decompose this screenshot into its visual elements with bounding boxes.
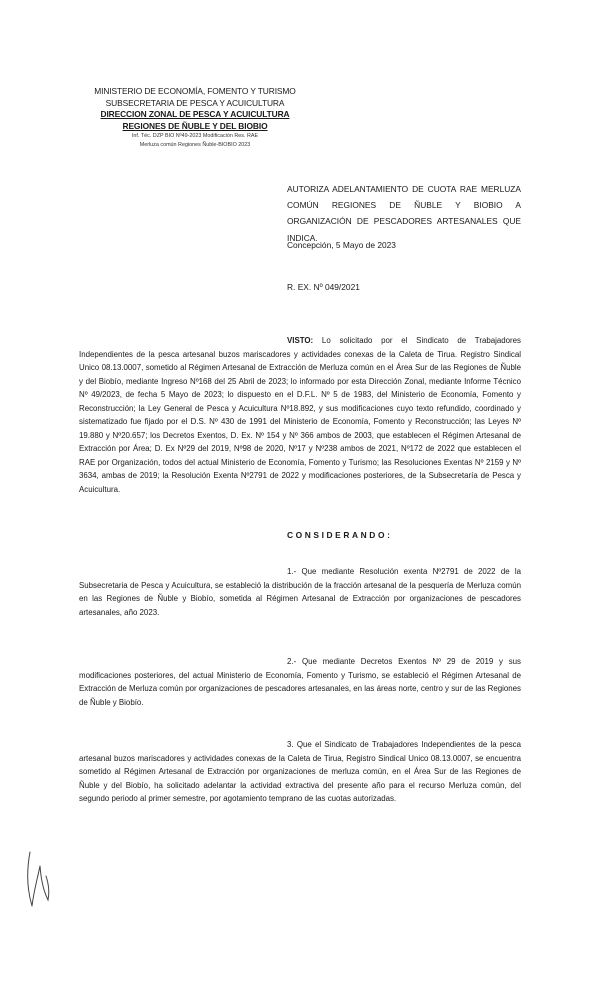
visto-text: Lo solicitado por el Sindicato de Trabajadores Independientes de la pesca artesanal buzos mariscadores y actividades conexas de la Caleta de Tirua. Registro Sindical Unico 08.13.0007, sometido al Régimen Artesanal de Extracción de Merluza común en el Área Sur de las Regiones de Ñuble y del Biobío, mediante Ingreso Nº168 del 25 Abril de 2023; lo informado por esta Dirección Zonal, mediante Informe Técnico Nº 49/2023, de fecha 5 Mayo de 2023; lo dispuesto en el D.F.L. Nº 5 de 1983, del Ministerio de Economía, Fomento y Reconstrucción; la Ley General de Pesca y Acuicultura Nº18.892, y sus modificaciones cuyo texto refundido, coordinado y sistematizado fue fijado por el D.S. Nº 430 de 1991 del Ministerio de Economía, Fomento y Reconstrucción; las Leyes Nº 19.880 y Nº20.657; los Decretos Exentos, D. Ex. Nº 154 y Nº 366 ambos de 2003, que establecen el Régimen Artesanal de Extracción por Área; D. Ex Nº29 del 2019, Nº98 de 2020, Nº17 y Nº238 ambos de 2021, Nº172 de 2022 que establecen el RAE por Organización, todos del actual Ministerio de Economía, Fomento y Turismo; las Resoluciones Exentas Nº 2159 y Nº 3634, ambas de 2019; la Resolución Exenta Nº2791 de 2022 y modificaciones posteriores, de la Subsecretaría de Pesca y Acuicultura. (79, 336, 521, 495)
signature-mark (18, 846, 58, 916)
resolution-title: AUTORIZA ADELANTAMIENTO DE CUOTA RAE MERLUZA COMÚN REGIONES DE ÑUBLE Y BIOBIO A ORGANIZACIÓN DE PESCADORES ARTESANALES QUE INDICA. (287, 184, 521, 243)
place-date: Concepción, 5 Mayo de 2023 (287, 240, 396, 250)
subsecretariat-name: SUBSECRETARIA DE PESCA Y ACUICULTURA (105, 97, 285, 108)
ministry-name: MINISTERIO DE ECONOMÍA, FOMENTO Y TURISMO (94, 86, 296, 96)
visto-paragraph (79, 334, 521, 497)
regions-name: REGIONES DE ÑUBLE Y DEL BIOBIO (122, 120, 268, 131)
reference-line-2: Merluza común Regiones Ñuble-BIOBIO 2023 (139, 141, 251, 148)
reference-line-1: Inf. Téc. DZP BIO Nº49-2023 Modificación Res. RAE (131, 133, 259, 140)
letterhead (80, 86, 310, 150)
zonal-direction-name: DIRECCION ZONAL DE PESCA Y ACUICULTURA (100, 109, 290, 120)
considerando-2: 2.- Que mediante Decretos Exentos Nº 29 de 2019 y sus modificaciones posteriores, del actual Ministerio de Economía, Fomento y Turismo, se estableció el Régimen Artesanal de Extracción de Merluza común por organizaciones de pescadores artesanales, en las áreas norte, centro y sur de las Regiones de Ñuble y Biobío. (79, 657, 521, 707)
resolution-number: R. EX. Nº 049/2021 (287, 282, 360, 292)
considerando-3: 3. Que el Sindicato de Trabajadores Independientes de la pesca artesanal buzos mariscadores y actividades conexas de la Caleta de Tirua, Registro Sindical Unico 08.13.0007, se encuentra sometido al Régimen Artesanal de Extracción por organizaciones de merluza común, en el Área Sur de las Regiones de Ñuble y del Biobío, ha solicitado adelantar la actividad extractiva del presente año para el recurso Merluza común, del segundo periodo al primer semestre, por agotamiento temprano de las cuotas autorizadas. (79, 740, 521, 804)
considerando-heading: CONSIDERANDO: (287, 530, 393, 540)
visto-lead: VISTO: (287, 336, 314, 345)
considerando-1: 1.- Que mediante Resolución exenta Nº2791 de 2022 de la Subsecretaria de Pesca y Acuicultura, se estableció la distribución de la fracción artesanal de la pesquería de Merluza común en las Regiones de Ñuble y Biobío, sometida al Régimen Artesanal de Extracción por organizaciones de pescadores artesanales, año 2023. (79, 567, 521, 617)
